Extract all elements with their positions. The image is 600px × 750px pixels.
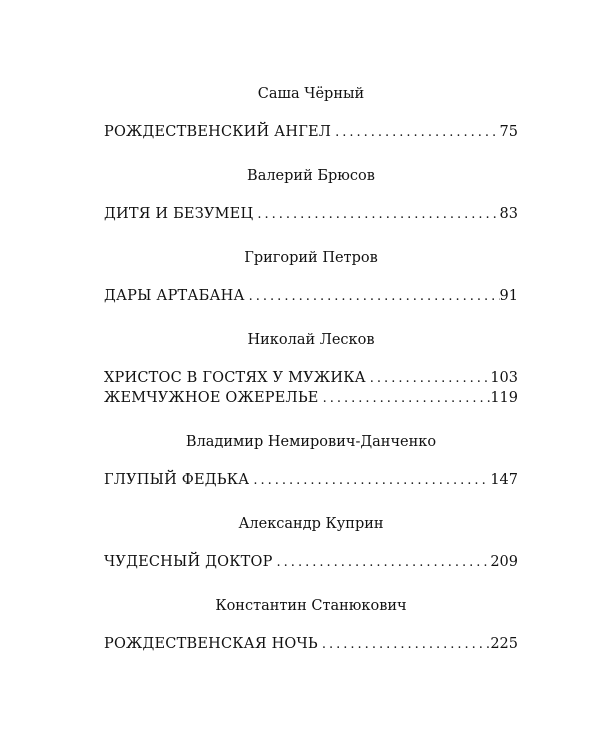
toc-section [104,166,518,224]
story-title: ДИТЯ И БЕЗУМЕЦ [104,206,254,222]
toc-entry[interactable] [104,122,518,142]
toc-section [104,432,518,490]
story-title: ГЛУПЫЙ ФЕДЬКА [104,472,250,488]
author-name: Константин Станюкович [215,598,407,614]
author-name: Александр Куприн [238,516,384,532]
toc-entry[interactable] [104,552,518,572]
toc-section [104,330,518,408]
toc-entry[interactable] [104,204,518,224]
dot-leader [319,389,491,409]
toc-section [104,84,518,142]
story-title: ХРИСТОС В ГОСТЯХ У МУЖИКА [104,370,366,386]
page-number: 147 [490,472,518,488]
story-title: ЧУДЕСНЫЙ ДОКТОР [104,554,273,570]
toc-entry[interactable] [104,634,518,654]
dot-leader [331,123,499,143]
story-title: РОЖДЕСТВЕНСКАЯ НОЧЬ [104,636,318,652]
toc-entry[interactable] [104,286,518,306]
author-name: Валерий Брюсов [247,168,375,184]
dot-leader [253,205,499,225]
story-title: РОЖДЕСТВЕНСКИЙ АНГЕЛ [104,124,332,140]
author-name: Саша Чёрный [257,86,365,102]
author-name: Николай Лесков [247,332,375,348]
page-number: 83 [499,206,518,222]
page-number: 119 [490,390,518,406]
toc-section [104,514,518,572]
toc-section [104,248,518,306]
page-number: 103 [490,370,518,386]
author-name: Владимир Немирович-Данченко [185,434,437,450]
page-number: 225 [490,636,518,652]
page-number: 75 [499,124,518,140]
dot-leader [273,553,491,573]
toc-entry[interactable] [104,470,518,490]
toc-entry[interactable] [104,368,518,388]
toc-entry[interactable] [104,388,518,408]
table-of-contents [104,84,518,654]
toc-section [104,596,518,654]
dot-leader [318,635,490,655]
story-title: ЖЕМЧУЖНОЕ ОЖЕРЕЛЬЕ [104,390,319,406]
dot-leader [366,369,491,389]
dot-leader [249,471,490,491]
page-number: 91 [499,288,518,304]
story-title: ДАРЫ АРТАБАНА [104,288,245,304]
author-name: Григорий Петров [244,250,378,266]
page-number: 209 [490,554,518,570]
dot-leader [245,287,500,307]
